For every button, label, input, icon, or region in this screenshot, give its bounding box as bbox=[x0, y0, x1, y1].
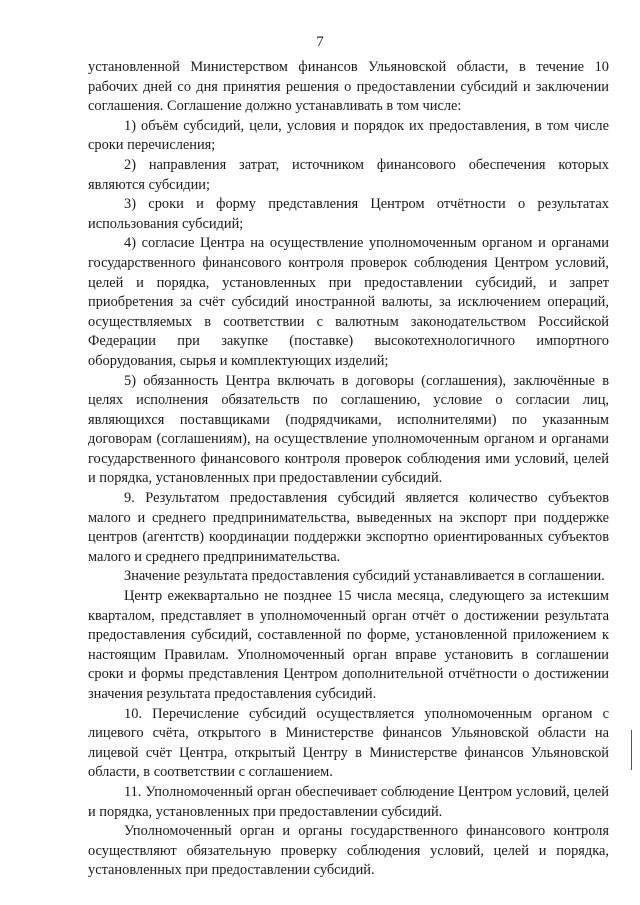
page-number: 7 bbox=[316, 34, 324, 50]
list-item: 5) обязанность Центра включать в договоры (соглашения), заключённые в целях исполнения обязательств по соглашению, условие о согласии лиц, являющихся поставщиками (подрядчиками, исполнителями) по указанным договорам (соглашениям), на осуществление уполномоченным органом и органами государственного финансового контроля проверок соблюдения ими условий, целей и порядка, установленных при предоставлении субсидий. bbox=[88, 372, 609, 487]
list-item: 2) направления затрат, источником финансового обеспечения которых являются субсидии; bbox=[88, 156, 609, 193]
paragraph: установленной Министерством финансов Ульяновской области, в течение 10 рабочих дней со дня принятия решения о предоставлении субсидий и заключении соглашения. Соглашение должно устанавливать в том числе: bbox=[88, 59, 609, 115]
list-item: 4) согласие Центра на осуществление уполномоченным органом и органами государственного финансового контроля проверок соблюдения Центром условий, целей и порядка, установленных при предоставлении субсидий, и запрет приобретения за счёт субсидий иностранной валюты, за исключением операций, осуществляемых в соответствии с валютным законодательством Российской Федерации при закупке (поставке) высокотехнологичного импортного оборудования, сырья и комплектующих изделий; bbox=[88, 235, 609, 369]
paragraph: 9. Результатом предоставления субсидий является количество субъектов малого и среднего предпринимательства, выведенных на экспорт при поддержке центров (агентств) координации поддержки экспортно ориентированных субъектов малого и среднего предпринимательства. bbox=[88, 490, 609, 565]
paragraph: Уполномоченный орган и органы государственного финансового контроля осуществляют обязательную проверку соблюдения условий, целей и порядка, установленных при предоставлении субсидий. bbox=[88, 823, 609, 879]
paragraph: Значение результата предоставления субсидий устанавливается в соглашении. bbox=[124, 568, 605, 585]
margin-mark bbox=[631, 730, 632, 770]
list-item: 3) сроки и форму представления Центром отчётности о результатах использования субсидий; bbox=[88, 196, 609, 232]
list-item: 1) объём субсидий, цели, условия и порядок их предоставления, в том числе сроки перечисления; bbox=[88, 117, 609, 154]
paragraph: 11. Уполномоченный орган обеспечивает соблюдение Центром условий, целей и порядка, установленных при предоставлении субсидий. bbox=[88, 783, 609, 820]
paragraph: Центр ежеквартально не позднее 15 числа месяца, следующего за истекшим кварталом, представляет в уполномоченный орган отчёт о достижении результата предоставления субсидий, составленной по форме, установленной приложением к настоящим Правилам. Уполномоченный орган вправе установить в соглашении сроки и формы представления Центром дополнительной отчётности о достижении значения результата предоставления субсидий. bbox=[88, 588, 609, 702]
document-body bbox=[88, 58, 609, 881]
paragraph: 10. Перечисление субсидий осуществляется уполномоченным органом с лицевого счёта, открытого в Министерстве финансов Ульяновской области на лицевой счёт Центра, открытый Центру в Министерстве финансов Ульяновской области, в соответствии с соглашением. bbox=[88, 705, 609, 781]
